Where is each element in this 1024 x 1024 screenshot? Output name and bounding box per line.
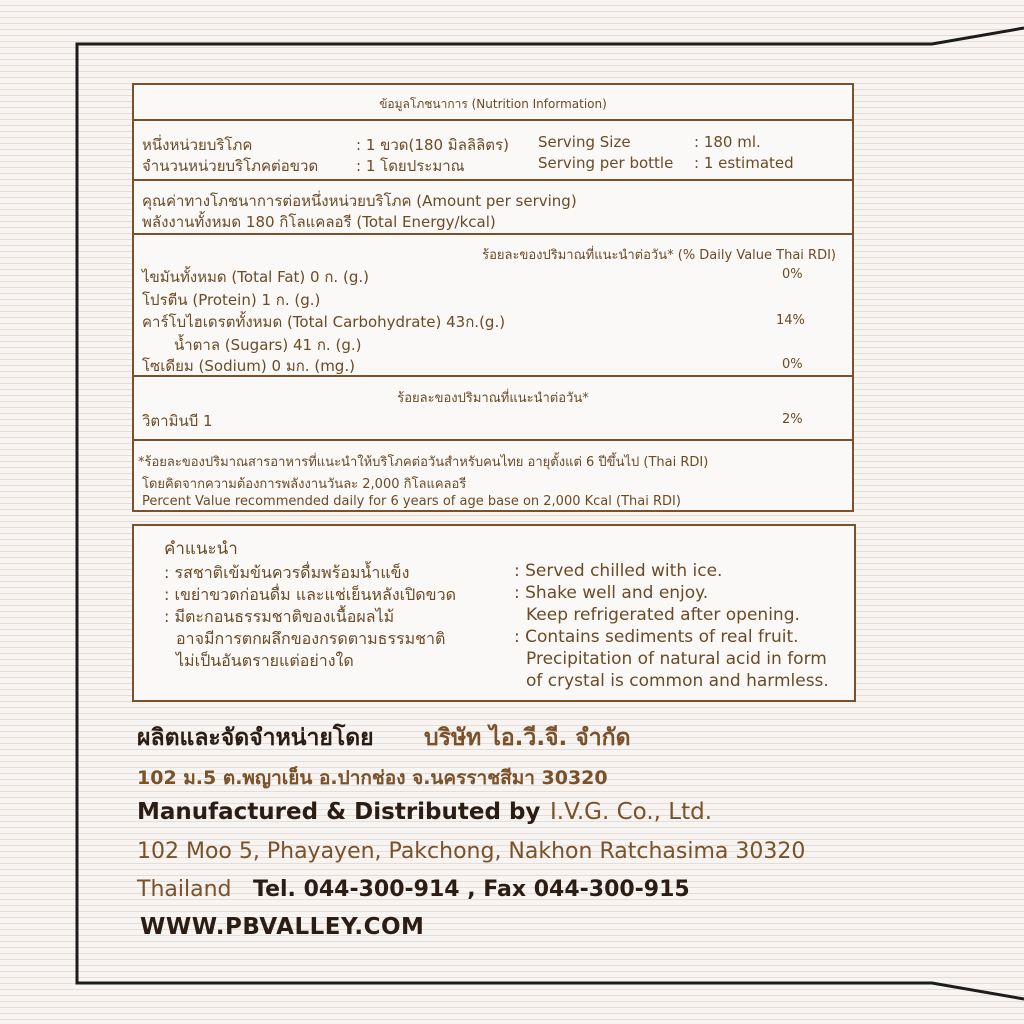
total-energy: พลังงานทั้งหมด 180 กิโลแคลอรี (Total Energy/kcal) (142, 213, 496, 231)
vitamin-dv: 2% (782, 412, 803, 427)
nutrient-dv: 14% (776, 313, 805, 328)
nutrient-name: ไขมันทั้งหมด (Total Fat) 0 ก. (g.) (142, 268, 369, 286)
company-name-en: I.V.G. Co., Ltd. (550, 799, 713, 825)
servings-per-bottle-en-value: : 1 estimated (694, 154, 794, 172)
website-link[interactable]: WWW.PBVALLEY.COM (140, 914, 425, 940)
address-en: 102 Moo 5, Phayayen, Pakchong, Nakhon Ratchasima 30320 (137, 839, 806, 864)
manufacturer-th-label: ผลิตและจัดจำหน่ายโดย (137, 725, 374, 751)
contact-numbers: Tel. 044-300-914 , Fax 044-300-915 (253, 877, 690, 902)
nutrient-name: โซเดียม (Sodium) 0 มก. (mg.) (142, 357, 355, 375)
manufacturer-en-label: Manufactured & Distributed by (137, 799, 541, 825)
vitamin-section (134, 375, 852, 441)
country: Thailand (137, 877, 232, 902)
nutrient-name: โปรตีน (Protein) 1 ก. (g.) (142, 291, 321, 309)
footnote-section (134, 439, 852, 512)
vitamin-dv-header: ร้อยละของปริมาณที่แนะนำต่อวัน* (397, 391, 589, 406)
nutrition-table (132, 83, 854, 512)
instruction-en-line: : Served chilled with ice. (514, 561, 723, 581)
instruction-th-line: : เขย่าขวดก่อนดื่ม และแช่เย็นหลังเปิดขวด (164, 585, 456, 604)
instruction-en-line: of crystal is common and harmless. (526, 671, 829, 691)
address-th: 102 ม.5 ต.พญาเย็น อ.ปากช่อง จ.นครราชสีมา 30320 (137, 767, 608, 789)
amount-per-serving: คุณค่าทางโภชนาการต่อหนึ่งหน่วยบริโภค (Amount per serving) (142, 192, 577, 210)
serving-size-th-value: : 1 ขวด(180 มิลลิลิตร) (356, 136, 509, 154)
servings-per-bottle-th-value: : 1 โดยประมาณ (356, 157, 465, 175)
nutrient-dv: 0% (782, 267, 803, 282)
footnote-line: Percent Value recommended daily for 6 years of age base on 2,000 Kcal (Thai RDI) (142, 494, 681, 509)
instruction-en-line: Keep refrigerated after opening. (526, 605, 800, 625)
instruction-th-line: ไม่เป็นอันตรายแต่อย่างใด (176, 651, 354, 670)
servings-per-bottle-th-label: จำนวนหน่วยบริโภคต่อขวด (142, 157, 319, 175)
serving-size-en-value: : 180 ml. (694, 133, 761, 151)
instructions-box (132, 524, 856, 702)
serving-size-th-label: หนึ่งหน่วยบริโภค (142, 136, 253, 154)
footnote-line: โดยคิดจากความต้องการพลังงานวันละ 2,000 กิโลแคลอรี (142, 477, 467, 492)
company-name-th: บริษัท ไอ.วี.จี. จำกัด (424, 725, 631, 751)
nutrient-name: คาร์โบไฮเดรตทั้งหมด (Total Carbohydrate) 43ก.(g.) (142, 313, 506, 331)
instruction-th-line: : รสชาติเข้มข้นควรดื่มพร้อมน้ำแข็ง (164, 563, 410, 582)
nutrient-section (134, 233, 852, 377)
instructions-title: คำแนะนำ (164, 539, 238, 559)
daily-value-header: ร้อยละของปริมาณที่แนะนำต่อวัน* (% Daily Value Thai RDI) (482, 248, 836, 263)
instruction-en-line: : Shake well and enjoy. (514, 583, 709, 603)
servings-per-bottle-en-label: Serving per bottle (538, 154, 674, 172)
nutrient-dv: 0% (782, 357, 803, 372)
instruction-en-line: Precipitation of natural acid in form (526, 649, 827, 669)
serving-section (134, 119, 852, 181)
nutrient-name: น้ำตาล (Sugars) 41 ก. (g.) (174, 336, 362, 354)
vitamin-name: วิตามินบี 1 (142, 412, 213, 430)
serving-size-en-label: Serving Size (538, 133, 631, 151)
instruction-th-line: : มีตะกอนธรรมชาติของเนื้อผลไม้ (164, 607, 395, 626)
amount-section (134, 179, 852, 235)
instruction-en-line: : Contains sediments of real fruit. (514, 627, 799, 647)
instruction-th-line: อาจมีการตกผลึกของกรดตามธรรมชาติ (176, 629, 446, 648)
nutrition-header: ข้อมูลโภชนาการ (Nutrition Information) (379, 97, 607, 111)
footnote-line: *ร้อยละของปริมาณสารอาหารที่แนะนำให้บริโภคต่อวันสำหรับคนไทย อายุตั้งแต่ 6 ปีขึ้นไป (Thai RDI) (138, 455, 709, 470)
